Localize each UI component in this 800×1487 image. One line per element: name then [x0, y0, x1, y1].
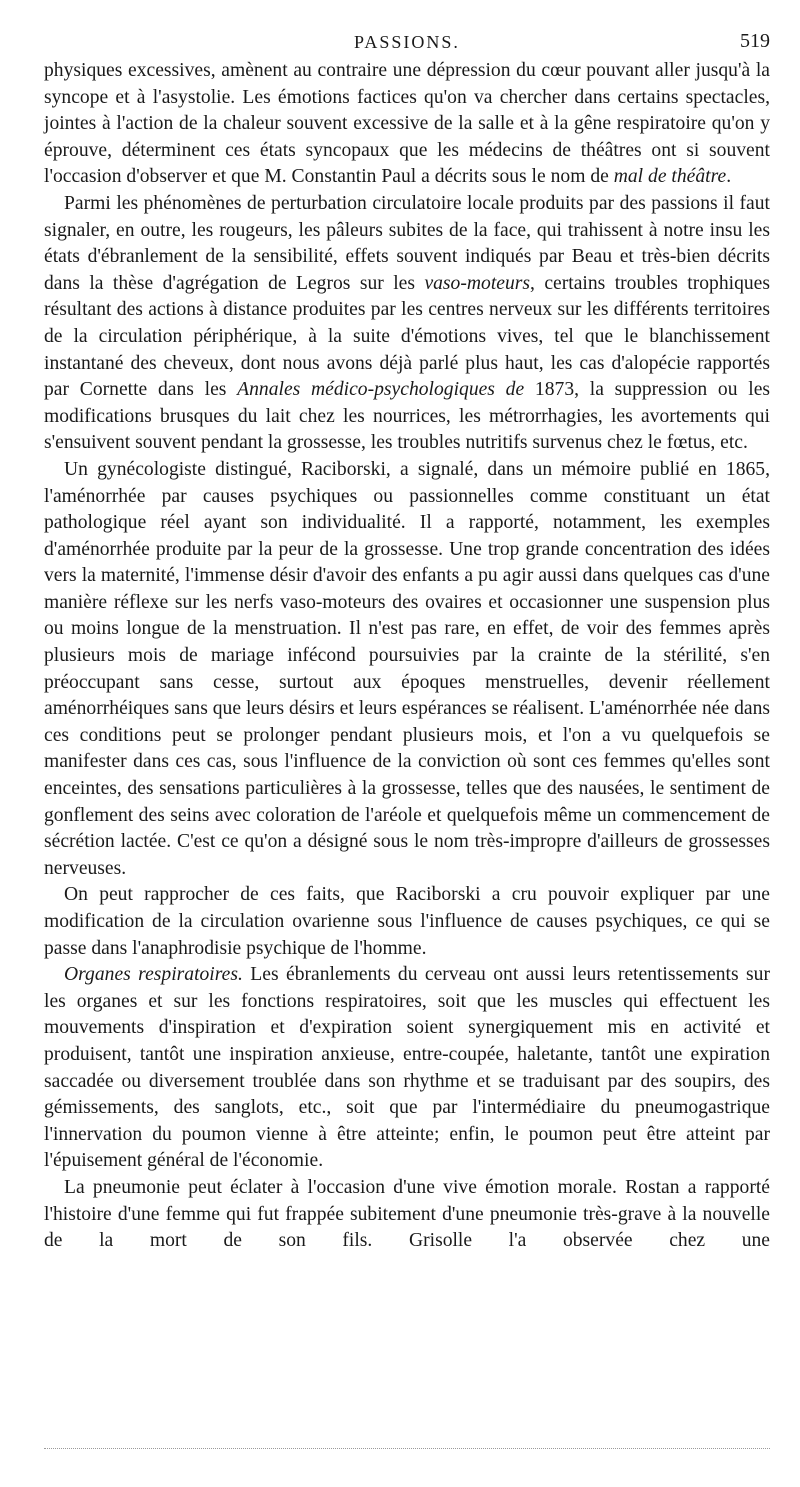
book-page — [44, 28, 770, 1255]
body-text — [44, 58, 770, 1255]
text-run: La pneumonie peut éclater à l'occasion d'une vive émotion morale. Rostan a rapporté l'histoire d'une femme qui fut frappée subitement d'une pneumonie très-grave à la nouvelle de la mort de son fils. Grisolle l'a observée chez une — [44, 1176, 770, 1252]
paragraph — [44, 962, 770, 1175]
text-run: , certains troubles trophiques résultant des actions à distance produites par les centres nerveux sur les différents territoires de la circulation périphérique, à la suite d'émotions vives, tel que le blanchissement instantané des cheveux, dont nous avons déjà parlé plus haut, les cas d'alopécie rapportés par Cornette dans les — [44, 272, 770, 401]
text-run: Parmi les phénomènes de perturbation circulatoire locale produits par des passions il faut signaler, en outre, les rougeurs, les pâleurs subites de la face, qui trahissent à notre insu les états d'ébranlement de la sensibilité, effets souvent indiqués par Beau et très-bien décrits dans la thèse d'agrégation de Legros sur les — [44, 192, 770, 294]
text-run: Les ébranlements du cerveau ont aussi leurs retentissements sur les organes et sur les fonctions respiratoires, soit que les muscles qui effectuent les mouvements d'inspiration et d'expiration soient synergiquement mis en activité et produisent, tantôt une inspiration anxieuse, entre-coupée, haletante, tantôt une expiration saccadée ou diversement troublée dans son rhythme et se traduisant par des soupirs, des gémissements, des sanglots, etc., soit que par l'intermédiaire du pneumogastrique l'innervation du poumon vienne à être atteinte; enfin, le poumon peut être atteint par l'épuisement général de l'économie. — [44, 964, 771, 1172]
page-number: 519 — [740, 30, 770, 52]
text-run: . — [726, 166, 732, 188]
italic-text: vaso-moteurs — [424, 272, 531, 294]
running-title: PASSIONS. — [354, 32, 460, 52]
paragraph — [44, 1175, 770, 1255]
text-run: On peut rapprocher de ces faits, que Raciborski a cru pouvoir expliquer par une modification de la circulation ovarienne sous l'influence de causes psychiques, ce qui se passe dans l'anaphrodisie psychique de l'homme. — [44, 884, 770, 959]
italic-text: Organes respiratoires. — [64, 964, 243, 986]
text-run: physiques excessives, amènent au contraire une dépression du cœur pouvant aller jusqu'à la syncope et à l'asystolie. Les émotions factices qu'on va chercher dans certains spectacles, jointes à l'action de la chaleur souvent excessive de la salle et à la gêne respiratoire qu'on y éprouve, déterminent ces états syncopaux que les médecins de théâtres ont si souvent l'occasion d'observer et que M. Constantin Paul a décrits sous le nom de — [44, 60, 770, 188]
footer-rule — [44, 1448, 770, 1449]
paragraph — [44, 457, 770, 883]
italic-text: Annales médico-psychologiques de — [237, 379, 525, 401]
text-run: Un gynécologiste distingué, Raciborski, a signalé, dans un mémoire publié en 1865, l'aménorrhée par causes psychiques ou passionnelles comme constituant un état pathologique réel ayant son individualité. Il a rapporté, notamment, les exemples d'aménorrhée produite par la peur de la grossesse. Une trop grande concentration des idées vers la maternité, l'immense désir d'avoir des enfants a pu agir aussi dans quelques cas d'une manière réflexe sur les nerfs vaso-moteurs des ovaires et occasionner une suspension plus ou moins longue de la menstruation. Il n'est pas rare, en effet, de voir des femmes après plusieurs mois de mariage infécond poursuivies par la crainte de la stérilité, s'en préoccupant sans cesse, surtout aux époques menstruelles, devenir réellement aménorrhéiques sans que leurs désirs et leurs espérances se réalisent. L'aménorrhée née dans ces conditions peut se prolonger pendant plusieurs mois, et l'on a vu quelquefois se manifester dans ces cas, sous l'influence de la conviction où sont ces femmes qu'elles sont enceintes, des sensations particulières à la grossesse, telles que des nausées, le sentiment de gonflement des seins avec coloration de l'aréole et quelquefois même un commencement de sécrétion lactée. C'est ce qu'on a désigné sous le nom très-impropre d'ailleurs de grossesses nerveuses. — [44, 458, 770, 879]
page-header — [44, 28, 770, 58]
paragraph — [44, 882, 770, 962]
italic-text: mal de théâtre — [613, 166, 727, 188]
text-run: 1873, la suppression ou les modifications brusques du lait chez les nourrices, les métrorrhagies, les avortements qui s'ensuivent souvent pendant la grossesse, les troubles nutritifs survenus chez le fœtus, etc. — [44, 379, 771, 454]
paragraph — [44, 191, 770, 457]
paragraph — [44, 58, 770, 191]
